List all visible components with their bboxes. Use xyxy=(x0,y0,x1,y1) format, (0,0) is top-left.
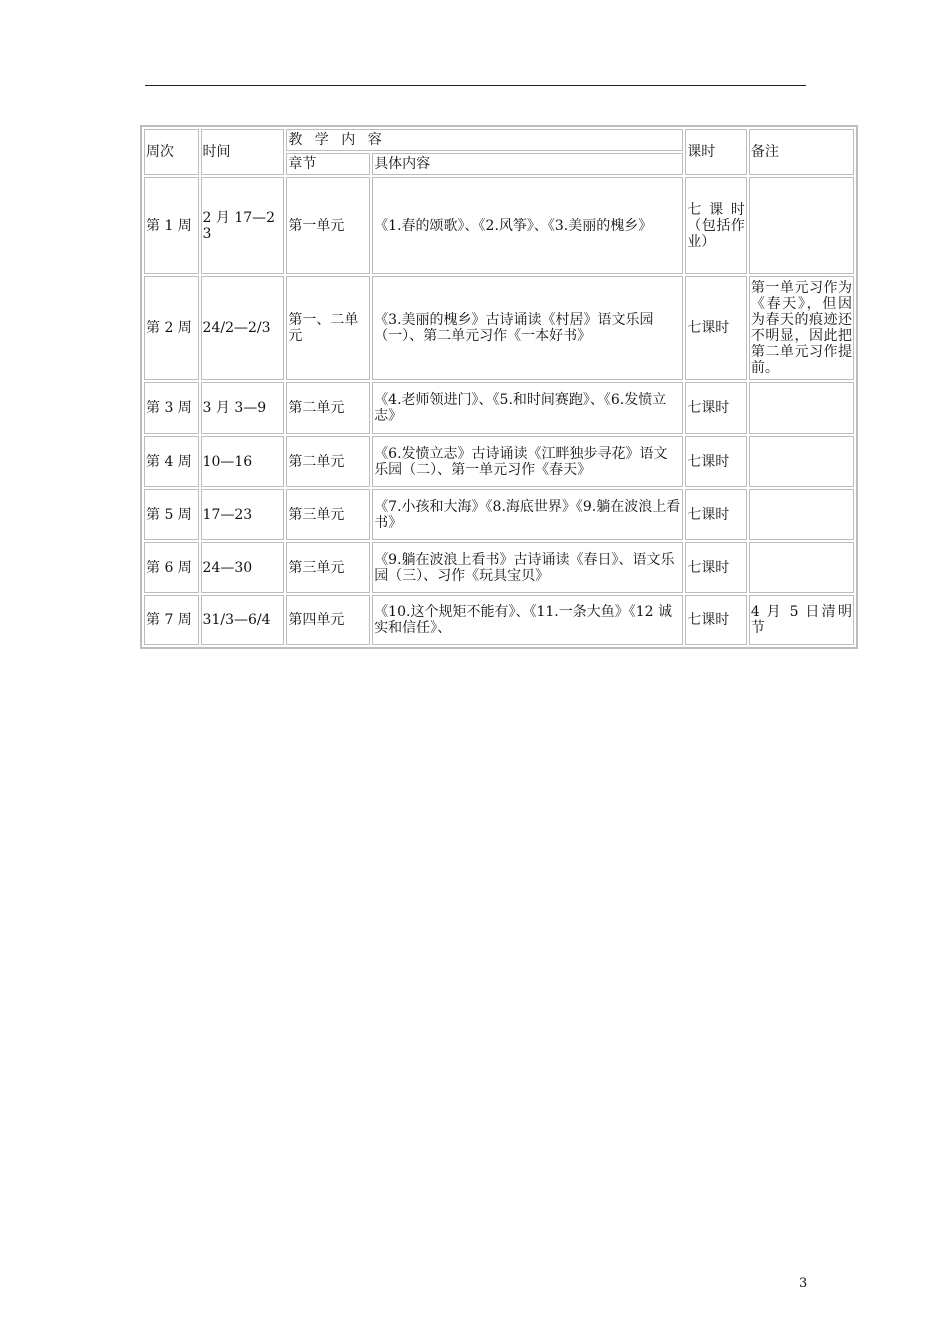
cell-chapter: 第一、二单元 xyxy=(286,276,370,380)
cell-detail: 《1.春的颂歌》、《2.风筝》、《3.美丽的槐乡》 xyxy=(372,177,683,274)
cell-time: 24/2—2/3 xyxy=(201,276,285,380)
cell-detail: 《9.躺在波浪上看书》古诗诵读《春日》、语文乐园（三）、习作《玩具宝贝》 xyxy=(372,542,683,593)
cell-chapter: 第二单元 xyxy=(286,436,370,487)
cell-hours: 七课时 xyxy=(685,382,747,434)
cell-hours: 七课时 xyxy=(685,542,747,593)
header-time: 时间 xyxy=(201,129,285,175)
header-content xyxy=(286,129,683,151)
table-row xyxy=(144,436,854,487)
header-week: 周次 xyxy=(144,129,199,175)
cell-chapter: 第一单元 xyxy=(286,177,370,274)
cell-time: 24—30 xyxy=(201,542,285,593)
cell-hours: 七课时 xyxy=(685,489,747,540)
cell-time: 2 月 17—23 xyxy=(201,177,285,274)
header-detail: 具体内容 xyxy=(372,153,683,175)
cell-time: 17—23 xyxy=(201,489,285,540)
header-notes: 备注 xyxy=(749,129,854,175)
cell-notes xyxy=(749,436,854,487)
cell-hours: 七课时 xyxy=(685,436,747,487)
header-hours: 课时 xyxy=(685,129,747,175)
cell-notes xyxy=(749,177,854,274)
header-content-label: 教 学 内 容 xyxy=(288,132,386,148)
cell-notes xyxy=(749,489,854,540)
table-row xyxy=(144,489,854,540)
cell-week: 第 3 周 xyxy=(144,382,199,434)
cell-week: 第 6 周 xyxy=(144,542,199,593)
cell-detail: 《4.老师领进门》、《5.和时间赛跑》、《6.发愤立志》 xyxy=(372,382,683,434)
cell-notes: 4 月 5 日清明节 xyxy=(749,595,854,645)
cell-detail: 《10.这个规矩不能有》、《11.一条大鱼》《12 诚实和信任》、 xyxy=(372,595,683,645)
cell-chapter: 第三单元 xyxy=(286,489,370,540)
cell-time: 3 月 3—9 xyxy=(201,382,285,434)
table-row xyxy=(144,177,854,274)
page-number: 3 xyxy=(799,1276,808,1291)
header-rule xyxy=(145,85,806,86)
cell-notes xyxy=(749,542,854,593)
cell-week: 第 5 周 xyxy=(144,489,199,540)
table-row xyxy=(144,595,854,645)
table-row xyxy=(144,382,854,434)
cell-notes: 第一单元习作为《春天》，但因为春天的痕迹还不明显，因此把第二单元习作提前。 xyxy=(749,276,854,380)
cell-hours: 七课时 xyxy=(685,595,747,645)
cell-detail: 《6.发愤立志》古诗诵读《江畔独步寻花》语文乐园（二）、第一单元习作《春天》 xyxy=(372,436,683,487)
table-row xyxy=(144,276,854,380)
cell-detail: 《3.美丽的槐乡》古诗诵读《村居》语文乐园（一）、第二单元习作《一本好书》 xyxy=(372,276,683,380)
cell-hours: 七 课 时（包括作业） xyxy=(685,177,747,274)
table-row xyxy=(144,542,854,593)
cell-week: 第 1 周 xyxy=(144,177,199,274)
cell-chapter: 第二单元 xyxy=(286,382,370,434)
cell-detail: 《7.小孩和大海》《8.海底世界》《9.躺在波浪上看书》 xyxy=(372,489,683,540)
teaching-schedule-table xyxy=(140,125,858,649)
cell-week: 第 2 周 xyxy=(144,276,199,380)
cell-hours: 七课时 xyxy=(685,276,747,380)
cell-chapter: 第四单元 xyxy=(286,595,370,645)
table-header-row xyxy=(144,129,854,151)
cell-week: 第 4 周 xyxy=(144,436,199,487)
cell-notes xyxy=(749,382,854,434)
cell-week: 第 7 周 xyxy=(144,595,199,645)
cell-time: 10—16 xyxy=(201,436,285,487)
header-chapter: 章节 xyxy=(286,153,370,175)
cell-chapter: 第三单元 xyxy=(286,542,370,593)
cell-time: 31/3—6/4 xyxy=(201,595,285,645)
